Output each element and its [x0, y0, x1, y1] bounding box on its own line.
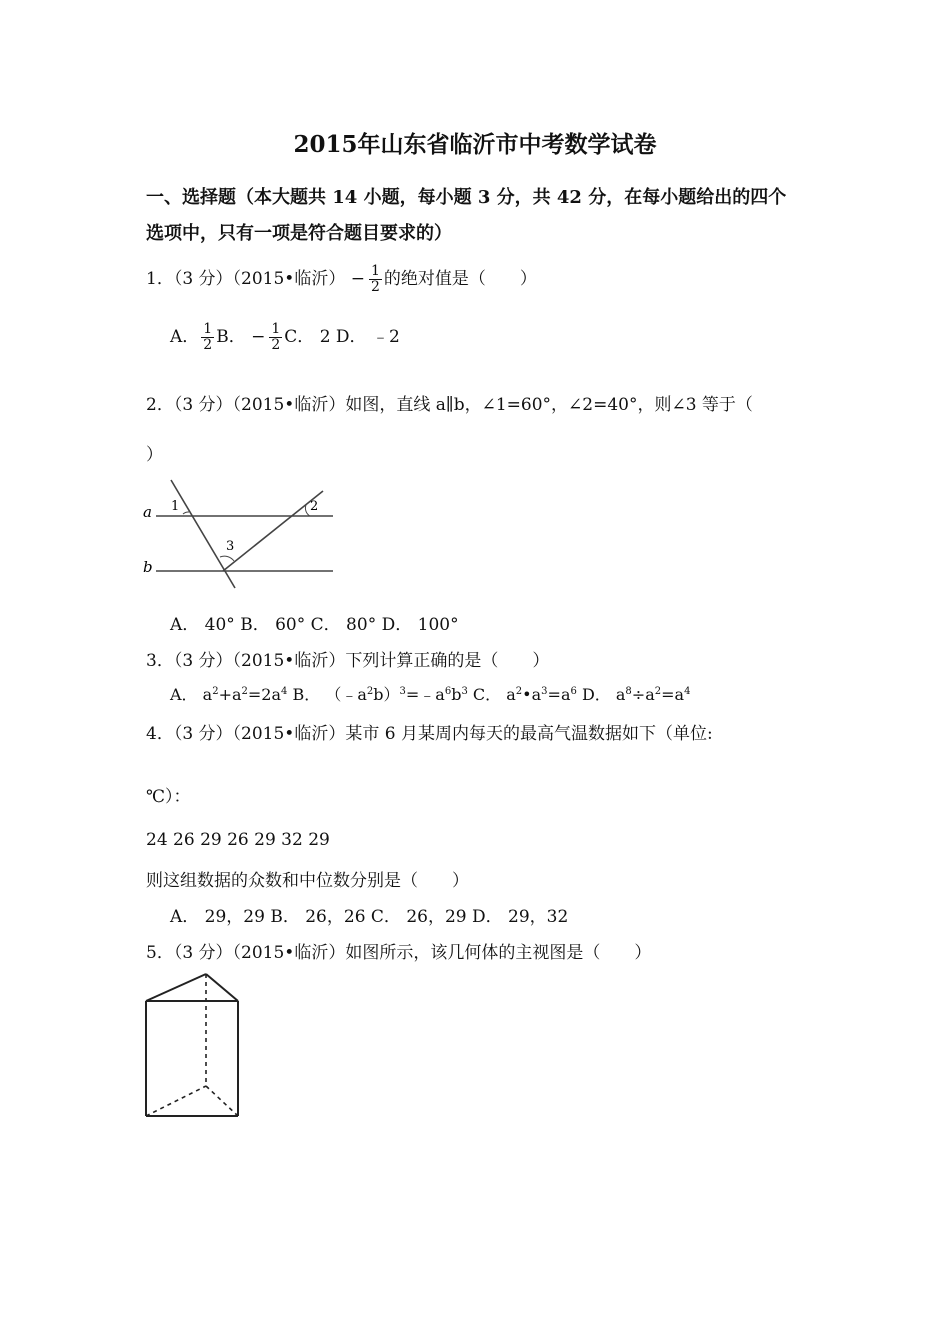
q3-d-exp3: 4 [684, 686, 691, 697]
question-2-line2: ） [146, 445, 163, 465]
angle-3-arc [220, 556, 234, 561]
q1-option-b-minus: − [251, 327, 266, 347]
q4-data: 24 26 29 26 29 32 29 [146, 830, 330, 850]
q3-a-result: =2a [247, 685, 282, 704]
label-1: 1 [171, 499, 180, 514]
q3-b-exp4: 3 [461, 686, 468, 697]
q3-c-exp1: 2 [515, 686, 523, 697]
q3-b-result: =﹣a [405, 685, 445, 704]
parallel-lines-figure [138, 475, 343, 595]
q3-c-mid: •a [522, 685, 542, 704]
q3-c-text: C． a [467, 685, 516, 704]
q3-b-exp1: 2 [366, 686, 374, 697]
q3-d-text: D． a [576, 685, 626, 704]
q3-a-text: A． a [170, 685, 213, 704]
q1-minus: − [350, 269, 365, 289]
q3-options [170, 682, 690, 705]
q1-option-b-fraction [269, 322, 282, 353]
q3-a-exp2: 2 [241, 686, 248, 697]
q1-option-b-label: B． [216, 327, 246, 347]
q4-question: 则这组数据的众数和中位数分别是（ ） [146, 871, 469, 891]
label-3: 3 [226, 539, 235, 554]
q1-option-a-den: 2 [203, 337, 213, 353]
q3-b-mid: b） [373, 685, 400, 704]
q1-option-a-label: A． [170, 327, 200, 347]
q3-b-exp2: 3 [399, 686, 406, 697]
label-a: a [143, 503, 152, 521]
q1-option-cd: C． 2 D． ﹣2 [284, 327, 400, 347]
q1-suffix: 的绝对值是（ ） [383, 269, 537, 289]
question-1 [146, 264, 537, 295]
q1-options [170, 322, 400, 353]
q3-a-exp3: 4 [281, 686, 288, 697]
q3-c-exp2: 3 [541, 686, 548, 697]
question-3: 3．（3 分）（2015•临沂）下列计算正确的是（ ） [146, 651, 550, 671]
q1-option-b-num: 1 [271, 321, 281, 337]
section-heading-line2: 选项中，只有一项是符合题目要求的） [146, 223, 452, 244]
q1-option-a-fraction [201, 322, 214, 353]
question-5: 5．（3 分）（2015•临沂）如图所示，该几何体的主视图是（ ） [146, 943, 652, 963]
q3-b-result2: b [451, 685, 462, 704]
q3-d-result: =a [661, 685, 685, 704]
section-heading-line1: 一、选择题（本大题共 14 小题，每小题 3 分，共 42 分，在每小题给出的四个 [146, 187, 787, 208]
page-title: 2015年山东省临沂市中考数学试卷 [293, 131, 657, 158]
q3-d-exp2: 2 [654, 686, 662, 697]
q3-a-plus: +a [218, 685, 242, 704]
q3-a-exp1: 2 [212, 686, 219, 697]
q1-numerator: 1 [370, 263, 380, 279]
q1-fraction [369, 264, 382, 295]
q3-c-exp3: 6 [570, 686, 577, 697]
question-2-line1: 2．（3 分）（2015•临沂）如图，直线 a∥b，∠1=60°，∠2=40°，则∠3 等于（ [146, 395, 753, 415]
q3-c-result: =a [547, 685, 571, 704]
label-2: 2 [310, 499, 319, 514]
label-b: b [143, 558, 153, 576]
transversal-2 [223, 491, 323, 571]
question-4-line2: ℃）： [146, 787, 191, 807]
q3-b-text: B． （﹣a [287, 685, 367, 704]
q1-prefix: 1．（3 分）（2015•临沂） [146, 269, 346, 289]
q1-option-b-den: 2 [271, 337, 281, 353]
q3-d-exp1: 8 [625, 686, 632, 697]
q3-b-exp3: 6 [444, 686, 452, 697]
q3-d-mid: ÷a [631, 685, 655, 704]
q1-denominator: 2 [370, 279, 380, 295]
q1-option-a-num: 1 [203, 321, 213, 337]
q2-options: A． 40° B． 60° C． 80° D． 100° [170, 615, 459, 635]
triangular-prism-figure [140, 968, 245, 1123]
q4-options: A． 29，29 B． 26，26 C． 26，29 D． 29，32 [170, 907, 569, 927]
angle-1-arc [183, 512, 189, 514]
question-4-line1: 4．（3 分）（2015•临沂）某市 6 月某周内每天的最高气温数据如下（单位: [146, 724, 713, 744]
